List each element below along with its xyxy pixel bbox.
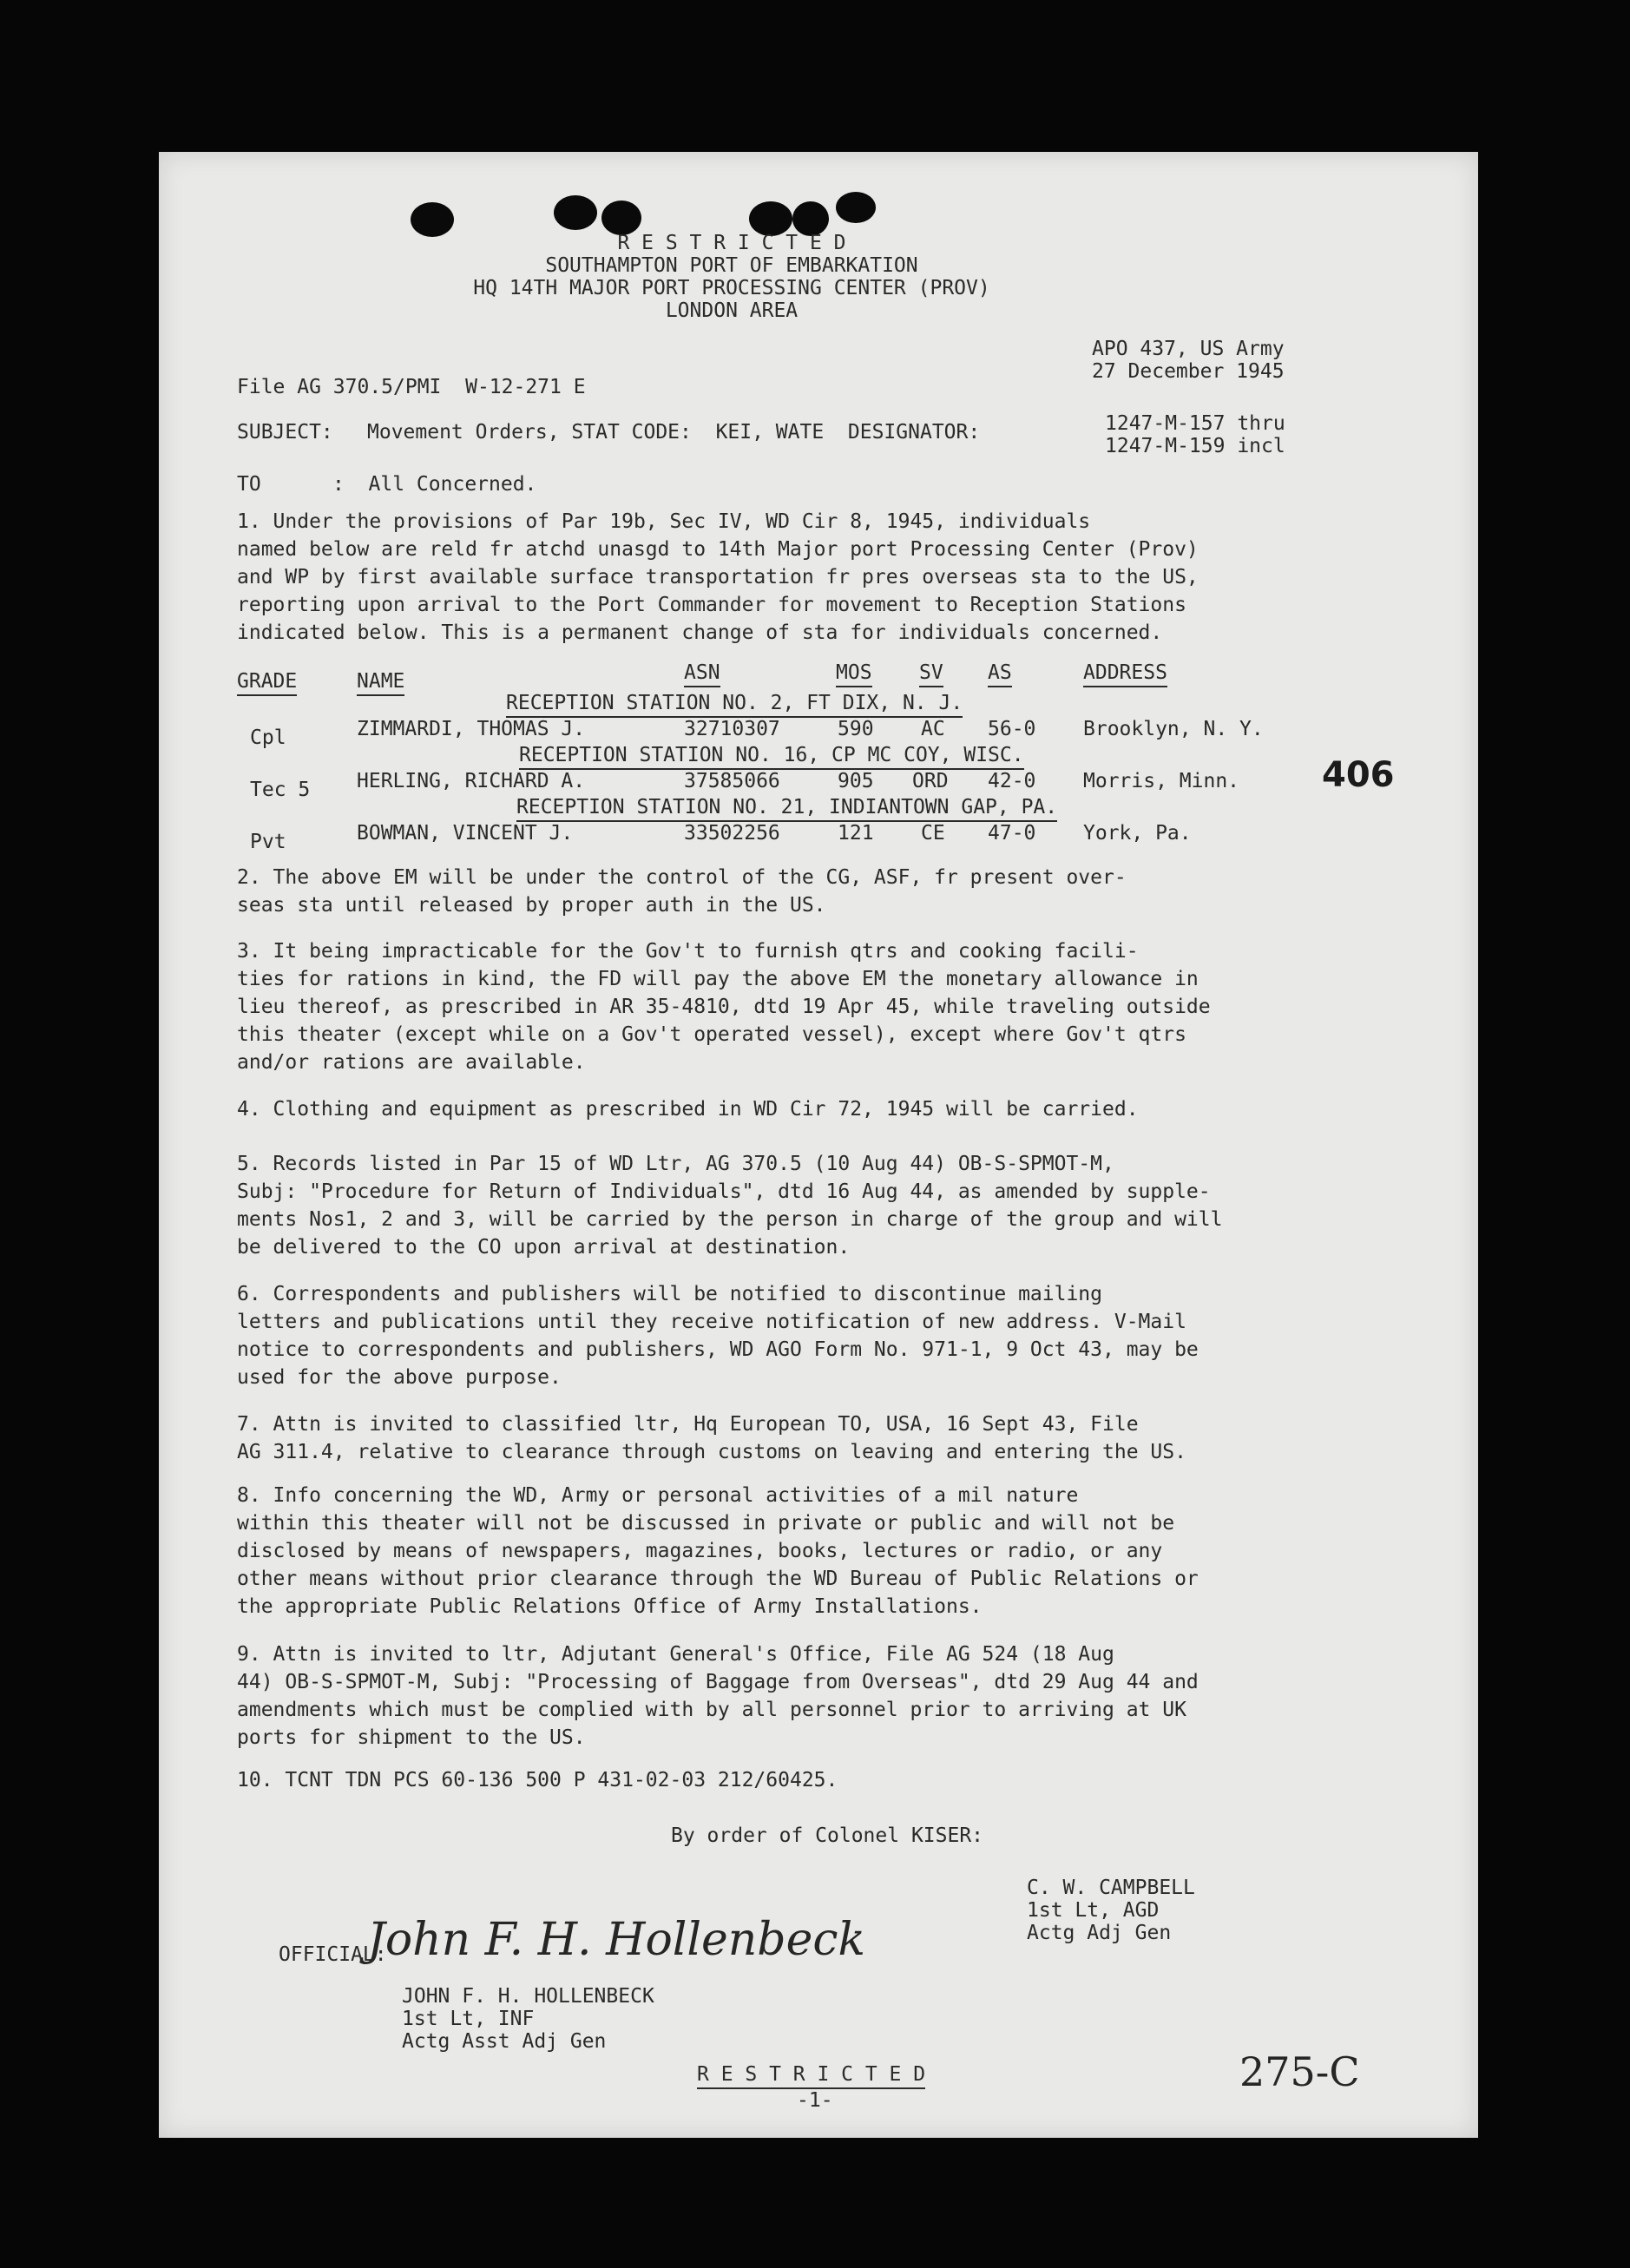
official-name: JOHN F. H. HOLLENBECK — [402, 1985, 654, 2008]
signer-name: C. W. CAMPBELL — [1027, 1877, 1195, 1899]
table-cell-sv: ORD — [912, 770, 949, 792]
header-line-2: HQ 14TH MAJOR PORT PROCESSING CENTER (PROV) — [473, 277, 990, 299]
table-cell-sv: CE — [921, 822, 945, 845]
paragraph-7: 7. Attn is invited to classified ltr, Hq European TO, USA, 16 Sept 43, File AG 311.4, relative to clearance through customs on leaving and entering the US. — [237, 1413, 1186, 1463]
table-cell-grade: Pvt — [250, 831, 286, 853]
col-header-grade: GRADE — [237, 668, 297, 696]
table-cell-address: Brooklyn, N. Y. — [1083, 718, 1264, 740]
table-cell-sv: AC — [921, 718, 945, 740]
by-order-line: By order of Colonel KISER: — [671, 1824, 984, 1847]
date-line: 27 December 1945 — [1092, 360, 1285, 383]
signer-rank: 1st Lt, AGD — [1027, 1899, 1160, 1922]
table-cell-as: 56-0 — [988, 718, 1036, 740]
paragraph-2: 2. The above EM will be under the control of the CG, ASF, fr present over- seas sta until released by proper auth in the US. — [237, 866, 1127, 917]
col-header-name: NAME — [357, 668, 404, 696]
punch-hole — [554, 195, 597, 230]
table-cell-mos: 121 — [838, 822, 874, 845]
punch-hole — [836, 192, 876, 223]
signer-title: Actg Adj Gen — [1027, 1922, 1172, 1944]
table-cell-mos: 590 — [838, 718, 874, 740]
table-cell-grade: Cpl — [250, 726, 286, 749]
official-rank: 1st Lt, INF — [402, 2008, 535, 2030]
designator-line-2: 1247-M-159 incl — [1105, 435, 1285, 457]
handwritten-signature: John F. H. Hollenbeck — [367, 1914, 865, 1966]
paragraph-5: 5. Records listed in Par 15 of WD Ltr, AG 370.5 (10 Aug 44) OB-S-SPMOT-M, Subj: "Procedure for Return of Individuals", dtd 16 Aug 44, as amended by supple- ments Nos1, 2 and 3, will be carried by the person in charge of the group and will be delivered to the CO upon arrival at destination. — [237, 1153, 1223, 1259]
classification-footer: R E S T R I C T E D — [697, 2061, 925, 2089]
header-line-3: LONDON AREA — [665, 299, 799, 322]
designator-line-1: 1247-M-157 thru — [1105, 412, 1285, 435]
subject-label: SUBJECT: — [237, 421, 333, 444]
table-cell-address: Morris, Minn. — [1083, 770, 1240, 792]
paragraph-8: 8. Info concerning the WD, Army or personal activities of a mil nature within this theater will not be discussed in private or public and will not be disclosed by means of newspapers, magazines, books, lectures or radio, or any other means without prior clearance through the WD Bureau of Public Relations or the appropriate Public Relations Office of Army Installations. — [237, 1484, 1199, 1618]
stamp-number: 406 — [1322, 755, 1395, 795]
table-cell-name: HERLING, RICHARD A. — [357, 770, 586, 792]
col-header-as: AS — [988, 660, 1012, 687]
to-label: TO — [237, 473, 261, 496]
table-cell-name: ZIMMARDI, THOMAS J. — [357, 718, 586, 740]
table-cell-asn: 33502256 — [684, 822, 780, 845]
table-cell-mos: 905 — [838, 770, 874, 792]
classification-header: R E S T R I C T E D — [617, 232, 846, 254]
col-header-asn: ASN — [684, 660, 720, 687]
reception-station-heading: RECEPTION STATION NO. 21, INDIANTOWN GAP, PA. — [516, 794, 1057, 822]
to-value: : All Concerned. — [332, 473, 537, 496]
paragraph-6: 6. Correspondents and publishers will be notified to discontinue mailing letters and publications until they receive notification of new address. V-Mail notice to correspondents and publishers, WD AGO Form No. 971-1, 9 Oct 43, may be used for the above purpose. — [237, 1283, 1199, 1389]
file-reference: File AG 370.5/PMI W-12-271 E — [237, 376, 586, 398]
apo-line: APO 437, US Army — [1092, 338, 1285, 360]
paragraph-3: 3. It being impracticable for the Gov't to furnish qtrs and cooking facili- ties for rations in kind, the FD will pay the above EM the monetary allowance in lieu thereof, as prescribed in AR 35-4810, dtd 19 Apr 45, while traveling outside this theater (except while on a Gov't operated vessel), except where Gov't qtrs and/or rations are available. — [237, 940, 1211, 1074]
table-cell-address: York, Pa. — [1083, 822, 1192, 845]
paragraph-4: 4. Clothing and equipment as prescribed in WD Cir 72, 1945 will be carried. — [237, 1098, 1139, 1121]
document-page — [159, 152, 1478, 2138]
table-cell-asn: 37585066 — [684, 770, 780, 792]
table-cell-name: BOWMAN, VINCENT J. — [357, 822, 574, 845]
page-number: -1- — [797, 2089, 833, 2112]
official-label: OFFICIAL: — [279, 1943, 387, 1966]
col-header-sv: SV — [919, 660, 943, 687]
handwritten-number: 275-C — [1239, 2048, 1360, 2095]
official-title: Actg Asst Adj Gen — [402, 2030, 607, 2053]
table-cell-grade: Tec 5 — [250, 779, 311, 801]
reception-station-heading: RECEPTION STATION NO. 16, CP MC COY, WISC. — [519, 742, 1024, 770]
table-cell-asn: 32710307 — [684, 718, 780, 740]
paragraph-1: 1. Under the provisions of Par 19b, Sec IV, WD Cir 8, 1945, individuals named below are reld fr atchd unasgd to 14th Major port Processing Center (Prov) and WP by first available surface transportation fr pres overseas sta to the US, reporting upon arrival to the Port Commander for movement to Reception Stations indicated below. This is a permanent change of sta for individuals concerned. — [237, 510, 1199, 644]
paragraph-10: 10. TCNT TDN PCS 60-136 500 P 431-02-03 212/60425. — [237, 1769, 838, 1791]
paragraph-9: 9. Attn is invited to ltr, Adjutant General's Office, File AG 524 (18 Aug 44) OB-S-SPMOT-M, Subj: "Processing of Baggage from Overseas", dtd 29 Aug 44 and amendments which must be complied with by all personnel prior to arriving at UK ports for shipment to the US. — [237, 1643, 1199, 1749]
reception-station-heading: RECEPTION STATION NO. 2, FT DIX, N. J. — [506, 690, 963, 718]
col-header-address: ADDRESS — [1083, 660, 1167, 687]
col-header-mos: MOS — [836, 660, 872, 687]
header-line-1: SOUTHAMPTON PORT OF EMBARKATION — [545, 254, 918, 277]
subject-text: Movement Orders, STAT CODE: KEI, WATE DESIGNATOR: — [367, 421, 981, 444]
table-cell-as: 47-0 — [988, 822, 1036, 845]
table-cell-as: 42-0 — [988, 770, 1036, 792]
